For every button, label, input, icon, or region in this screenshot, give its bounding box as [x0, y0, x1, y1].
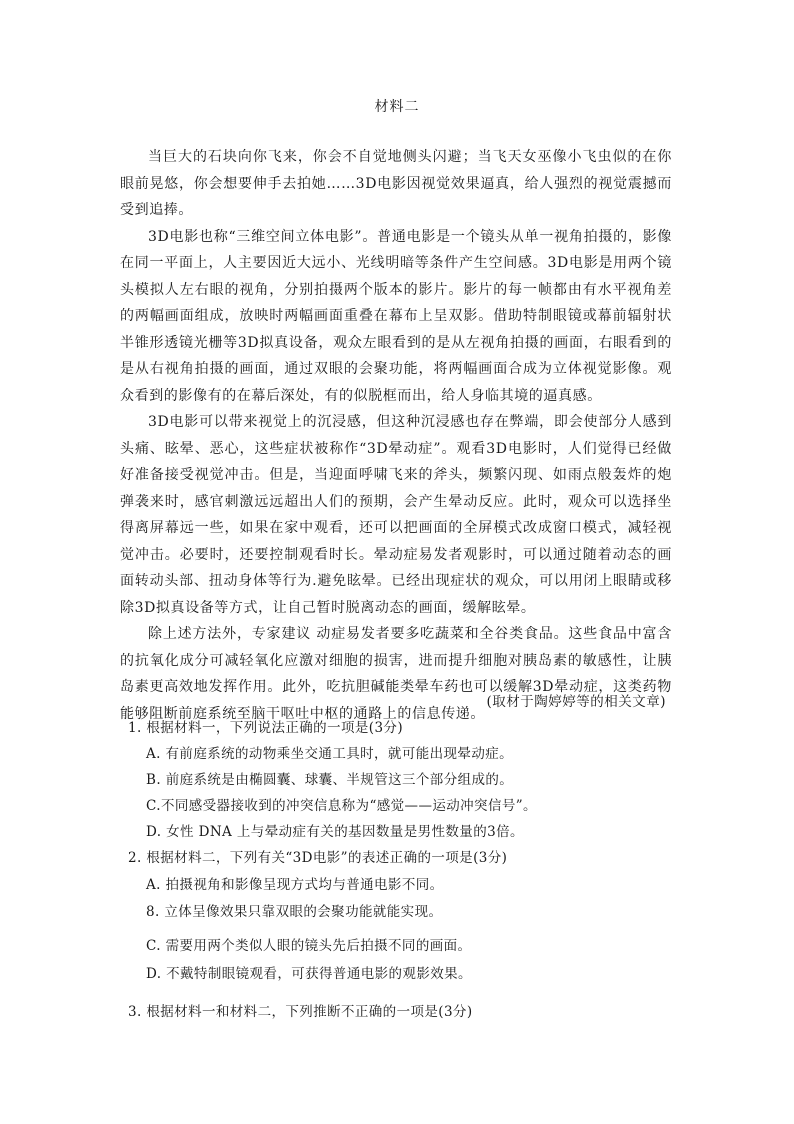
question-option: B. 前庭系统是由椭圆囊、球囊、半规管这三个部分组成的。: [146, 772, 514, 788]
question-stem: 1. 根据材料一，下列说法正确的一项是(3分): [128, 720, 403, 736]
question-option: A. 拍摄视角和影像呈现方式均与普通电影不同。: [146, 877, 444, 893]
question-option: D. 不戴特制眼镜观看，可获得普通电影的观影效果。: [146, 966, 472, 982]
paragraph: 3D电影也称“三维空间立体电影”。普通电影是一个镜头从单一视角拍摄的，影像在同一平面上，人主要因近大远小、光线明暗等条件产生空间感。3D电影是用两个镜头模拟人左右眼的视角，分别拍摄两个版本的影片。影片的每一帧都由有水平视角差的两幅画面组成，放映时两幅画面重叠在幕布上呈双影。借助特制眼镜或幕前辐射状半锥形透镜光栅等3D拟真设备，观众左眼看到的是从左视角拍摄的画面，右眼看到的是从右视角拍摄的画面，通过双眼的会聚功能，将两幅画面合成为立体视觉影像。观众看到的影像有的在幕后深处，有的似脱框而出，给人身临其境的逼真感。: [120, 228, 672, 404]
question-option: C. 需要用两个类似人眼的镜头先后拍摄不同的画面。: [146, 938, 472, 954]
question-option: 8. 立体呈像效果只靠双眼的会聚功能就能实现。: [146, 904, 443, 920]
source-citation: (取材于陶婷婷等的相关文章): [486, 694, 666, 710]
paragraph: 3D电影可以带来视觉上的沉浸感，但这种沉浸感也存在弊端，即会使部分人感到头痛、眩晕、恶心，这些症状被称作“3D晕动症”。观看3D电影时，人们觉得已经做好准备接受视觉冲击。但是，当迎面呼啸飞来的斧头，频繁闪现、如雨点般轰炸的炮弹袭来时，感官刺激远远超出人们的预期，会产生晕动反应。此时，观众可以选择坐得离屏幕远一些，如果在家中观看，还可以把画面的全屏模式改成窗口模式，减轻视觉冲击。必要时，还要控制观看时长。晕动症易发者观影时，可以通过随着动态的画面转动头部、扭动身体等行为.避免眩晕。已经出现症状的观众，可以用闭上眼睛或移除3D拟真设备等方式，让自己暂时脱离动态的画面，缓解眩晕。: [120, 414, 672, 616]
question-option: C.不同感受器接收到的冲突信息称为“感觉——运动冲突信号”。: [146, 798, 537, 814]
article-body: [120, 144, 672, 727]
question-option: D. 女性 DNA 上与晕动症有关的基因数量是男性数量的3倍。: [146, 824, 524, 840]
material-title: 材料二: [374, 99, 420, 115]
paragraph: 当巨大的石块向你飞来，你会不自觉地侧头闪避；当飞天女巫像小飞虫似的在你眼前晃悠，你会想要伸手去拍她……3D电影因视觉效果逼真，给人强烈的视觉震撼而受到追捧。: [120, 149, 672, 218]
question-option: A. 有前庭系统的动物乘坐交通工具时，就可能出现晕动症。: [146, 746, 514, 762]
paragraph: 除上述方法外，专家建议 动症易发者要多吃蔬菜和全谷类食品。这些食品中富含的抗氧化成分可减轻氧化应激对细胞的损害，进而提升细胞对胰岛素的敏感性，让胰岛素更高效地发挥作用。此外，吃抗胆碱能类晕车药也可以缓解3D晕动症，这类药物能够阻断前庭系统至脑干呕吐中枢的通路上的信息传递。: [120, 626, 672, 722]
question-stem: 3. 根据材料一和材料二，下列推断不正确的一项是(3分): [128, 1004, 473, 1020]
question-stem: 2. 根据材料二，下列有关“3D电影”的表述正确的一项是(3分): [128, 850, 508, 866]
